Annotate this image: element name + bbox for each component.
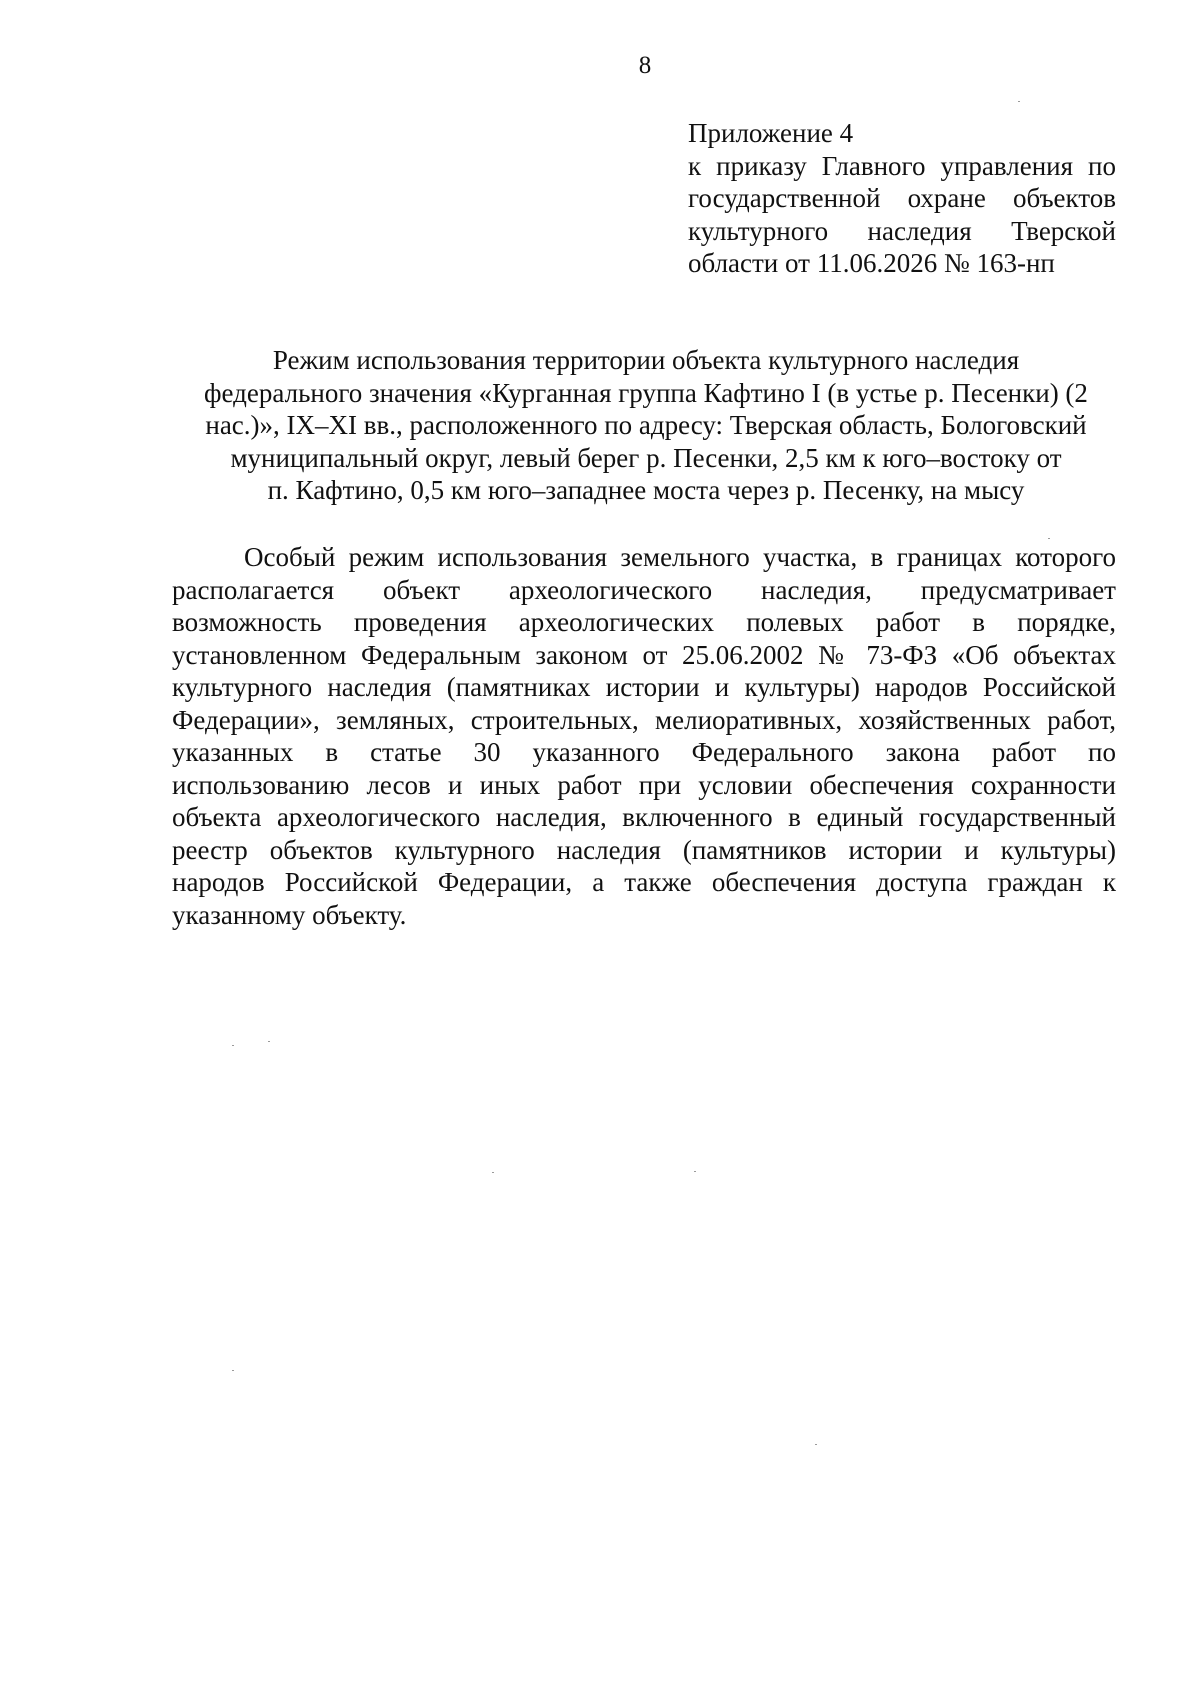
scan-speck: [268, 1041, 270, 1042]
body-line: культурного наследия (памятниках истории и культуры) народов Российской: [172, 672, 1116, 702]
body-line: использованию лесов и иных работ при условии обеспечения сохранности: [172, 769, 1116, 800]
scan-speck: [492, 1172, 494, 1173]
title-line: нас.)», IX–XI вв., расположенного по адресу: Тверская область, Бологовский: [205, 410, 1087, 440]
body-line: Федерации», земляных, строительных, мелиоративных, хозяйственных работ,: [172, 704, 1116, 735]
appendix-line: к приказу Главного управления по: [688, 150, 1116, 181]
appendix-line: культурного наследия Тверской: [688, 215, 1116, 246]
body-line: Особый режим использования земельного участка, в границах которого: [244, 542, 1116, 572]
scan-speck: [694, 1171, 696, 1172]
appendix-line: области от 11.06.2026 № 163-нп: [688, 248, 1055, 278]
scan-speck: [1018, 101, 1020, 102]
body-line: народов Российской Федерации, а также обеспечения доступа граждан к: [172, 867, 1116, 897]
title-line: муниципальный округ, левый берег р. Песенки, 2,5 км к юго–востоку от: [230, 442, 1062, 473]
appendix-header: [688, 117, 1116, 280]
title-line: п. Кафтино, 0,5 км юго–западнее моста через р. Песенку, на мысу: [267, 475, 1025, 505]
title-line: Режим использования территории объекта культурного наследия: [272, 345, 1020, 375]
scan-speck: [1048, 538, 1050, 539]
body-line: возможность проведения археологических полевых работ в порядке,: [172, 607, 1116, 637]
scan-speck: [232, 1370, 234, 1371]
document-title: [172, 344, 1120, 507]
body-line: указанному объекту.: [172, 899, 407, 930]
scan-speck: [232, 1045, 234, 1046]
body-line: установленном Федеральным законом от 25.06.2002 № 73-ФЗ «Об объектах: [172, 639, 1116, 670]
body-line: объекта археологического наследия, включенного в единый государственный: [172, 802, 1116, 832]
body-line: реестр объектов культурного наследия (памятников истории и культуры): [172, 834, 1116, 865]
page-number: 8: [638, 52, 652, 79]
scan-speck: [815, 1444, 817, 1445]
appendix-title: Приложение 4: [688, 118, 854, 148]
title-line: федерального значения «Курганная группа Кафтино I (в устье р. Песенки) (2: [204, 377, 1088, 408]
body-line: указанных в статье 30 указанного Федерального закона работ по: [172, 737, 1116, 767]
body-paragraph: [172, 541, 1116, 931]
body-line: располагается объект археологического наследия, предусматривает: [172, 574, 1116, 605]
appendix-line: государственной охране объектов: [688, 183, 1116, 213]
